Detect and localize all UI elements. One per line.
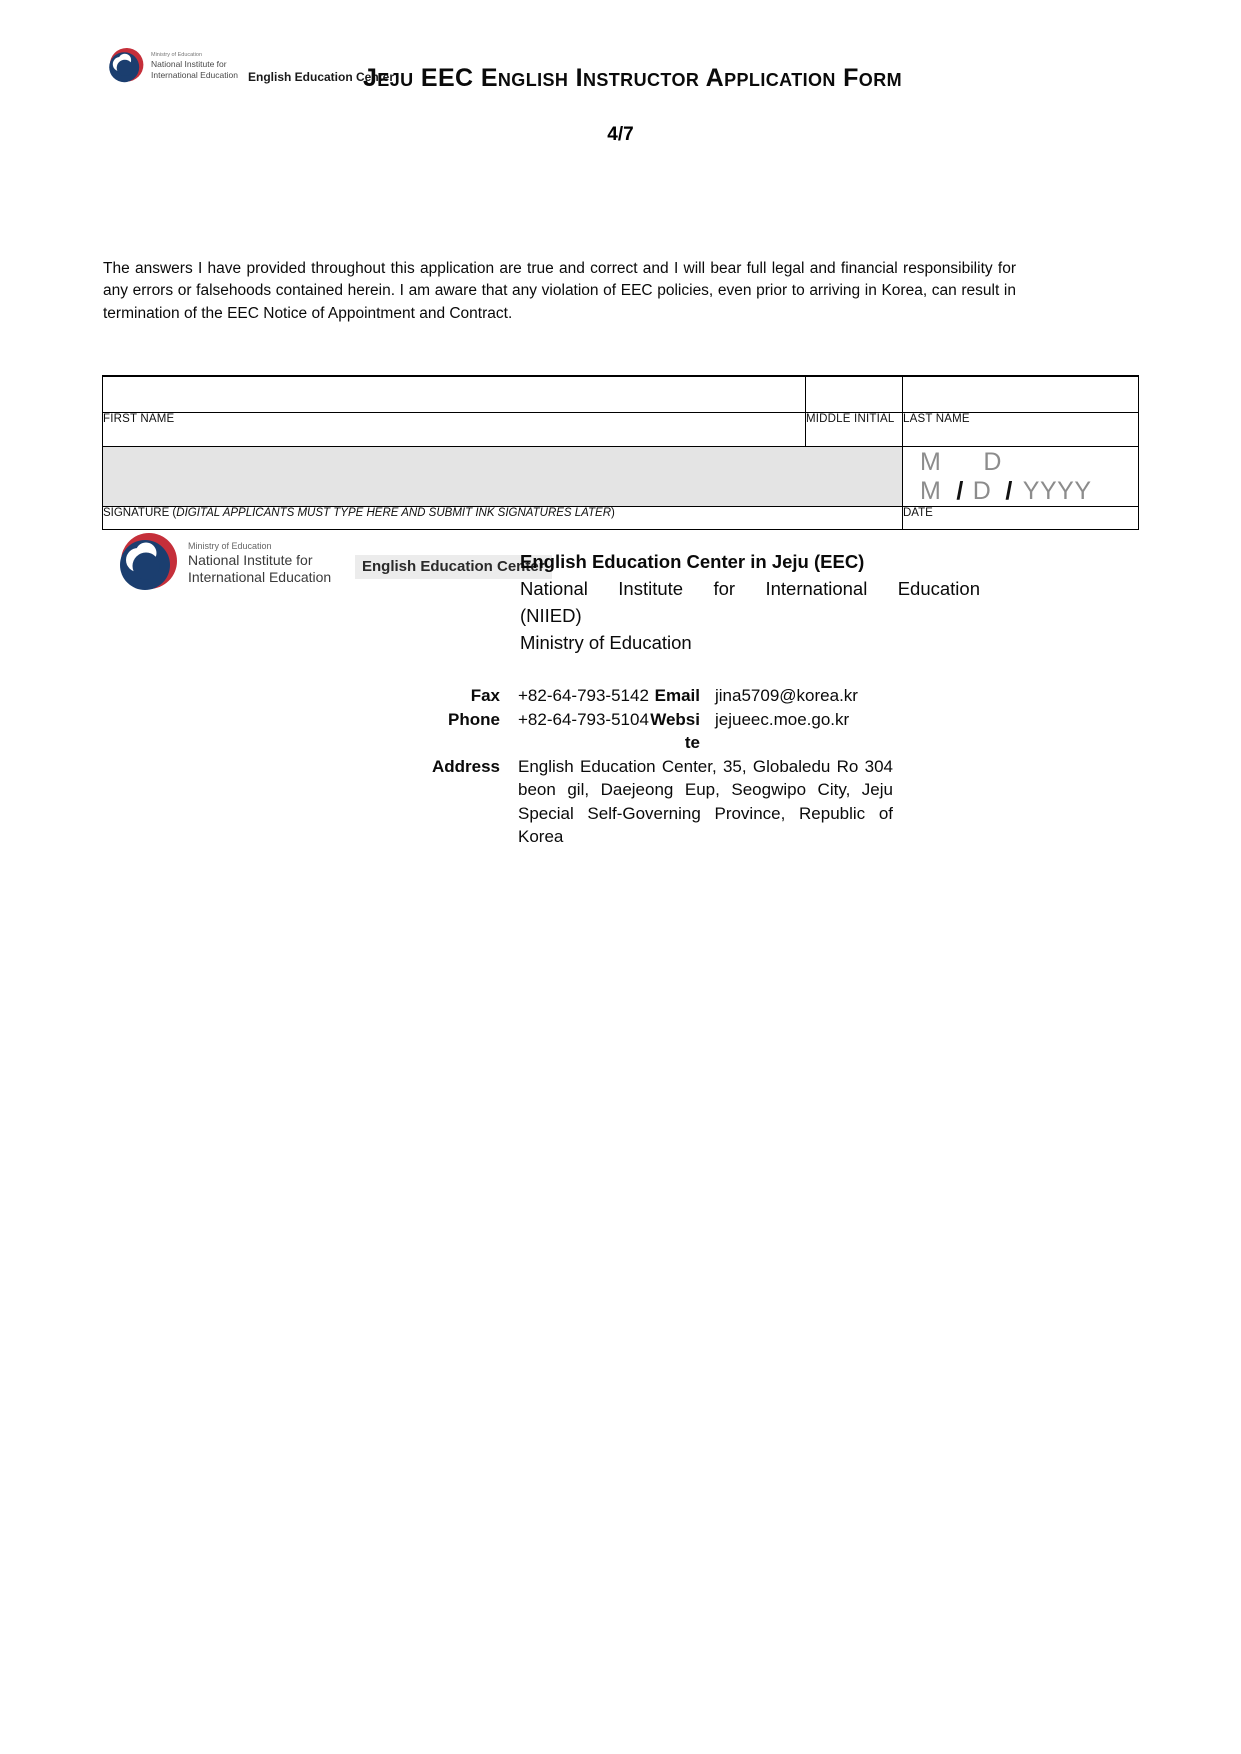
institute-label-line2: International Education [151,69,238,80]
niied-emblem-icon [118,533,178,593]
institute-label-line2: International Education [188,568,332,585]
date-day-placeholder: D [983,448,1002,476]
address-value: English Education Center, 35, Globaledu Ro 304 beon gil, Daejeong Eup, Seogwipo City, Jeju Special Self-Governing Province, Republic of Korea [518,756,893,846]
organization-block [520,548,980,656]
footer-logo [118,533,331,593]
signature-input-cell[interactable] [103,447,903,507]
email-label: Email [654,686,700,705]
form-title: Jeju EEC English Instructor Application Form [363,64,902,92]
niied-emblem-icon [108,48,144,84]
first-name-label: FIRST NAME [103,413,806,447]
signature-label-note: DIGITAL APPLICANTS MUST TYPE HERE AND SUBMIT INK SIGNATURES LATER [176,507,611,519]
org-institute: National Institute for International Education [520,578,980,599]
middle-initial-label: MIDDLE INITIAL [806,413,903,447]
ministry-label: Ministry of Education [151,52,203,58]
org-ministry: Ministry of Education [520,632,692,653]
center-label: English Education Center [355,555,552,579]
website-label: Website [650,709,700,752]
phone-label: Phone [448,709,500,729]
website-value: jejueec.moe.go.kr [715,709,850,729]
fax-label: Fax [470,686,500,705]
first-name-cell[interactable] [103,376,806,413]
date-slash: / [1005,477,1013,505]
contact-block [390,684,893,849]
date-month-placeholder: M [920,448,942,476]
phone-value: +82-64-793-5104 [518,709,649,729]
date-slash: / [956,477,964,505]
page-number: 4/7 [607,124,634,145]
last-name-cell[interactable] [903,376,1139,413]
signature-table [102,375,1139,530]
date-placeholder-line1 [920,448,1138,477]
institute-label-line1: National Institute for [188,552,313,568]
date-label: DATE [903,507,1139,530]
email-value: jina5709@korea.kr [715,686,858,705]
declaration-text: The answers I have provided throughout this application are true and correct and I will bear full legal and financial responsibility for any errors or falsehoods contained herein. I am aware that any violation of EEC policies, even prior to arriving in Korea, can result in termination of the EEC Notice of Appointment and Contract. [103,259,1016,322]
date-input-cell[interactable] [903,447,1139,507]
signature-label: SIGNATURE (DIGITAL APPLICANTS MUST TYPE HERE AND SUBMIT INK SIGNATURES LATER) [103,507,903,530]
center-label: English Education Center [248,70,395,84]
org-name: English Education Center in Jeju (EEC) [520,551,865,572]
institute-label-line1: National Institute for [151,59,227,69]
middle-initial-cell[interactable] [806,376,903,413]
last-name-label: LAST NAME [903,413,1139,447]
ministry-label: Ministry of Education [188,541,272,551]
fax-value: +82-64-793-5142 [518,686,649,705]
date-year-placeholder: YYYY [1022,477,1092,505]
header-logo [108,48,238,84]
date-placeholder-line2: M / D / YYYY [920,477,1092,505]
org-institute-abbr: (NIIED) [520,605,582,626]
address-label: Address [431,756,500,776]
